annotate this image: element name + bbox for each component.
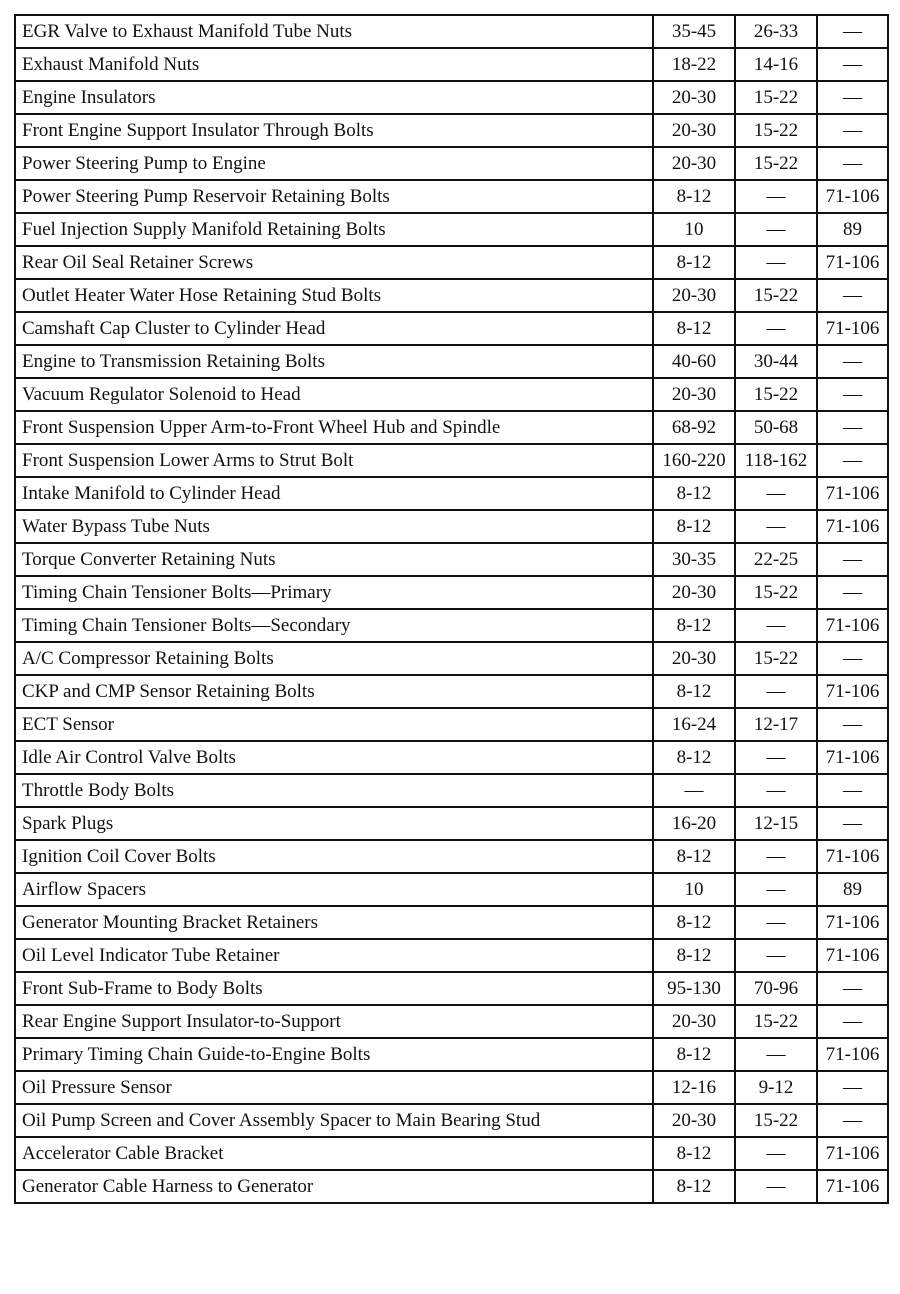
torque-nm-value: 20-30 bbox=[653, 642, 735, 675]
torque-lbft-value: 15-22 bbox=[735, 1104, 817, 1137]
torque-lbft-value: — bbox=[735, 741, 817, 774]
table-row bbox=[15, 609, 888, 642]
torque-lbft-value: 15-22 bbox=[735, 114, 817, 147]
torque-lbft-value: 50-68 bbox=[735, 411, 817, 444]
torque-lbin-value: — bbox=[817, 642, 888, 675]
component-description: Spark Plugs bbox=[15, 807, 653, 840]
component-description: Power Steering Pump Reservoir Retaining Bolts bbox=[15, 180, 653, 213]
table-row bbox=[15, 378, 888, 411]
torque-lbft-value: — bbox=[735, 840, 817, 873]
torque-nm-value: 20-30 bbox=[653, 1104, 735, 1137]
component-description: A/C Compressor Retaining Bolts bbox=[15, 642, 653, 675]
torque-lbin-value: 71-106 bbox=[817, 1137, 888, 1170]
torque-lbin-value: — bbox=[817, 15, 888, 48]
component-description: Rear Engine Support Insulator-to-Support bbox=[15, 1005, 653, 1038]
table-row bbox=[15, 48, 888, 81]
component-description: Timing Chain Tensioner Bolts—Secondary bbox=[15, 609, 653, 642]
torque-lbin-value: — bbox=[817, 81, 888, 114]
component-description: Engine to Transmission Retaining Bolts bbox=[15, 345, 653, 378]
component-description: Oil Level Indicator Tube Retainer bbox=[15, 939, 653, 972]
torque-lbft-value: 15-22 bbox=[735, 1005, 817, 1038]
torque-nm-value: 8-12 bbox=[653, 840, 735, 873]
component-description: Oil Pressure Sensor bbox=[15, 1071, 653, 1104]
table-row bbox=[15, 1071, 888, 1104]
table-row bbox=[15, 15, 888, 48]
table-row bbox=[15, 807, 888, 840]
component-description: Timing Chain Tensioner Bolts—Primary bbox=[15, 576, 653, 609]
table-row bbox=[15, 1137, 888, 1170]
table-row bbox=[15, 873, 888, 906]
torque-lbft-value: 30-44 bbox=[735, 345, 817, 378]
component-description: Power Steering Pump to Engine bbox=[15, 147, 653, 180]
torque-nm-value: 20-30 bbox=[653, 378, 735, 411]
component-description: Vacuum Regulator Solenoid to Head bbox=[15, 378, 653, 411]
torque-nm-value: 8-12 bbox=[653, 609, 735, 642]
torque-nm-value: 20-30 bbox=[653, 1005, 735, 1038]
torque-nm-value: 20-30 bbox=[653, 114, 735, 147]
torque-lbft-value: — bbox=[735, 873, 817, 906]
torque-nm-value: 8-12 bbox=[653, 246, 735, 279]
torque-nm-value: 40-60 bbox=[653, 345, 735, 378]
torque-lbin-value: 71-106 bbox=[817, 840, 888, 873]
torque-nm-value: 16-24 bbox=[653, 708, 735, 741]
torque-lbft-value: 12-17 bbox=[735, 708, 817, 741]
torque-lbin-value: 71-106 bbox=[817, 741, 888, 774]
torque-lbin-value: 71-106 bbox=[817, 1170, 888, 1203]
component-description: Airflow Spacers bbox=[15, 873, 653, 906]
torque-nm-value: 8-12 bbox=[653, 1137, 735, 1170]
torque-lbft-value: — bbox=[735, 1170, 817, 1203]
torque-lbin-value: — bbox=[817, 543, 888, 576]
torque-nm-value: 8-12 bbox=[653, 1170, 735, 1203]
torque-lbft-value: 12-15 bbox=[735, 807, 817, 840]
torque-lbft-value: — bbox=[735, 312, 817, 345]
torque-nm-value: 20-30 bbox=[653, 576, 735, 609]
component-description: Water Bypass Tube Nuts bbox=[15, 510, 653, 543]
table-row bbox=[15, 114, 888, 147]
component-description: Idle Air Control Valve Bolts bbox=[15, 741, 653, 774]
torque-lbft-value: 26-33 bbox=[735, 15, 817, 48]
table-row bbox=[15, 345, 888, 378]
torque-lbft-value: 15-22 bbox=[735, 642, 817, 675]
torque-nm-value: 8-12 bbox=[653, 906, 735, 939]
torque-nm-value: 12-16 bbox=[653, 1071, 735, 1104]
torque-lbin-value: — bbox=[817, 345, 888, 378]
torque-lbft-value: 15-22 bbox=[735, 576, 817, 609]
table-row bbox=[15, 840, 888, 873]
torque-nm-value: 20-30 bbox=[653, 81, 735, 114]
component-description: Throttle Body Bolts bbox=[15, 774, 653, 807]
torque-lbin-value: — bbox=[817, 279, 888, 312]
torque-lbft-value: 9-12 bbox=[735, 1071, 817, 1104]
component-description: Front Suspension Lower Arms to Strut Bolt bbox=[15, 444, 653, 477]
torque-lbin-value: — bbox=[817, 48, 888, 81]
torque-lbin-value: 71-106 bbox=[817, 180, 888, 213]
torque-lbin-value: 71-106 bbox=[817, 609, 888, 642]
torque-nm-value: 16-20 bbox=[653, 807, 735, 840]
torque-lbft-value: — bbox=[735, 180, 817, 213]
torque-lbin-value: 71-106 bbox=[817, 939, 888, 972]
torque-lbft-value: 15-22 bbox=[735, 378, 817, 411]
torque-nm-value: 35-45 bbox=[653, 15, 735, 48]
component-description: Exhaust Manifold Nuts bbox=[15, 48, 653, 81]
table-row bbox=[15, 81, 888, 114]
table-row bbox=[15, 1104, 888, 1137]
component-description: Generator Cable Harness to Generator bbox=[15, 1170, 653, 1203]
component-description: Primary Timing Chain Guide-to-Engine Bolts bbox=[15, 1038, 653, 1071]
torque-lbin-value: — bbox=[817, 147, 888, 180]
component-description: Engine Insulators bbox=[15, 81, 653, 114]
torque-nm-value: 8-12 bbox=[653, 312, 735, 345]
table-row bbox=[15, 675, 888, 708]
table-row bbox=[15, 1170, 888, 1203]
torque-lbft-value: — bbox=[735, 510, 817, 543]
torque-lbin-value: 71-106 bbox=[817, 510, 888, 543]
torque-nm-value: 8-12 bbox=[653, 939, 735, 972]
torque-lbin-value: — bbox=[817, 444, 888, 477]
component-description: Outlet Heater Water Hose Retaining Stud Bolts bbox=[15, 279, 653, 312]
torque-lbft-value: — bbox=[735, 1038, 817, 1071]
table-row bbox=[15, 576, 888, 609]
torque-lbin-value: 71-106 bbox=[817, 1038, 888, 1071]
torque-nm-value: 160-220 bbox=[653, 444, 735, 477]
torque-nm-value: 8-12 bbox=[653, 180, 735, 213]
table-row bbox=[15, 774, 888, 807]
torque-nm-value: 30-35 bbox=[653, 543, 735, 576]
torque-nm-value: 8-12 bbox=[653, 741, 735, 774]
torque-nm-value: 95-130 bbox=[653, 972, 735, 1005]
component-description: Torque Converter Retaining Nuts bbox=[15, 543, 653, 576]
component-description: CKP and CMP Sensor Retaining Bolts bbox=[15, 675, 653, 708]
table-row bbox=[15, 411, 888, 444]
torque-nm-value: 8-12 bbox=[653, 675, 735, 708]
component-description: Oil Pump Screen and Cover Assembly Spacer to Main Bearing Stud bbox=[15, 1104, 653, 1137]
torque-lbft-value: 70-96 bbox=[735, 972, 817, 1005]
table-row bbox=[15, 1005, 888, 1038]
torque-lbft-value: — bbox=[735, 213, 817, 246]
component-description: Camshaft Cap Cluster to Cylinder Head bbox=[15, 312, 653, 345]
torque-lbin-value: 89 bbox=[817, 873, 888, 906]
table-row bbox=[15, 939, 888, 972]
torque-nm-value: 8-12 bbox=[653, 1038, 735, 1071]
torque-lbin-value: 71-106 bbox=[817, 312, 888, 345]
torque-lbin-value: — bbox=[817, 972, 888, 1005]
table-row bbox=[15, 642, 888, 675]
table-row bbox=[15, 741, 888, 774]
component-description: Generator Mounting Bracket Retainers bbox=[15, 906, 653, 939]
torque-nm-value: 10 bbox=[653, 873, 735, 906]
component-description: ECT Sensor bbox=[15, 708, 653, 741]
torque-lbin-value: — bbox=[817, 807, 888, 840]
torque-nm-value: 20-30 bbox=[653, 147, 735, 180]
component-description: Rear Oil Seal Retainer Screws bbox=[15, 246, 653, 279]
torque-lbft-value: 15-22 bbox=[735, 279, 817, 312]
table-row bbox=[15, 708, 888, 741]
component-description: Fuel Injection Supply Manifold Retaining Bolts bbox=[15, 213, 653, 246]
torque-lbft-value: 118-162 bbox=[735, 444, 817, 477]
table-row bbox=[15, 279, 888, 312]
torque-nm-value: 8-12 bbox=[653, 510, 735, 543]
torque-lbin-value: — bbox=[817, 1071, 888, 1104]
torque-lbft-value: 15-22 bbox=[735, 147, 817, 180]
torque-lbft-value: — bbox=[735, 246, 817, 279]
table-row bbox=[15, 312, 888, 345]
torque-lbin-value: — bbox=[817, 1104, 888, 1137]
torque-nm-value: 10 bbox=[653, 213, 735, 246]
torque-lbft-value: — bbox=[735, 675, 817, 708]
torque-lbft-value: 15-22 bbox=[735, 81, 817, 114]
torque-nm-value: 18-22 bbox=[653, 48, 735, 81]
torque-table-body bbox=[15, 15, 888, 1203]
torque-lbin-value: — bbox=[817, 576, 888, 609]
torque-lbft-value: — bbox=[735, 609, 817, 642]
torque-lbin-value: — bbox=[817, 114, 888, 147]
torque-lbin-value: — bbox=[817, 774, 888, 807]
table-row bbox=[15, 1038, 888, 1071]
torque-lbft-value: — bbox=[735, 1137, 817, 1170]
component-description: EGR Valve to Exhaust Manifold Tube Nuts bbox=[15, 15, 653, 48]
torque-lbin-value: 71-106 bbox=[817, 477, 888, 510]
torque-lbin-value: 71-106 bbox=[817, 246, 888, 279]
table-row bbox=[15, 906, 888, 939]
torque-lbin-value: — bbox=[817, 378, 888, 411]
component-description: Front Sub-Frame to Body Bolts bbox=[15, 972, 653, 1005]
torque-nm-value: 20-30 bbox=[653, 279, 735, 312]
torque-lbft-value: — bbox=[735, 477, 817, 510]
torque-lbin-value: 71-106 bbox=[817, 906, 888, 939]
table-row bbox=[15, 147, 888, 180]
table-row bbox=[15, 246, 888, 279]
table-row bbox=[15, 444, 888, 477]
torque-lbft-value: 22-25 bbox=[735, 543, 817, 576]
torque-nm-value: 8-12 bbox=[653, 477, 735, 510]
table-row bbox=[15, 543, 888, 576]
torque-lbft-value: 14-16 bbox=[735, 48, 817, 81]
component-description: Intake Manifold to Cylinder Head bbox=[15, 477, 653, 510]
torque-lbft-value: — bbox=[735, 906, 817, 939]
component-description: Front Engine Support Insulator Through Bolts bbox=[15, 114, 653, 147]
table-row bbox=[15, 213, 888, 246]
torque-lbin-value: — bbox=[817, 708, 888, 741]
torque-lbin-value: 89 bbox=[817, 213, 888, 246]
torque-lbft-value: — bbox=[735, 939, 817, 972]
component-description: Ignition Coil Cover Bolts bbox=[15, 840, 653, 873]
torque-lbft-value: — bbox=[735, 774, 817, 807]
torque-nm-value: — bbox=[653, 774, 735, 807]
table-row bbox=[15, 510, 888, 543]
table-row bbox=[15, 972, 888, 1005]
torque-nm-value: 68-92 bbox=[653, 411, 735, 444]
torque-lbin-value: 71-106 bbox=[817, 675, 888, 708]
torque-lbin-value: — bbox=[817, 411, 888, 444]
table-row bbox=[15, 477, 888, 510]
table-row bbox=[15, 180, 888, 213]
torque-lbin-value: — bbox=[817, 1005, 888, 1038]
component-description: Accelerator Cable Bracket bbox=[15, 1137, 653, 1170]
component-description: Front Suspension Upper Arm-to-Front Wheel Hub and Spindle bbox=[15, 411, 653, 444]
torque-spec-table bbox=[14, 14, 889, 1204]
